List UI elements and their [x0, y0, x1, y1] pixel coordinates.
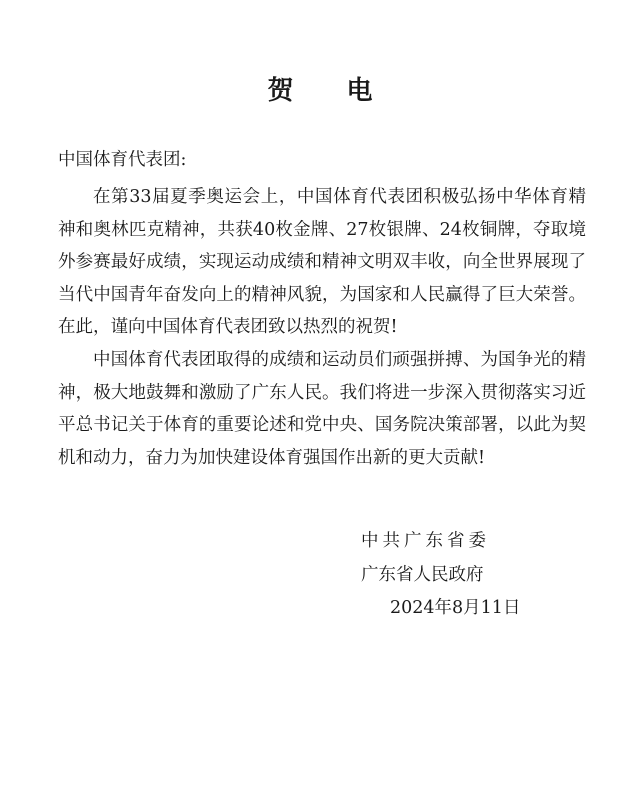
letter-date: 2024年8月11日 [390, 598, 521, 618]
letter-salutation: 中国体育代表团: [58, 150, 187, 170]
signatory-party-committee: 中共广东省委 [361, 531, 490, 551]
signatory-provincial-government: 广东省人民政府 [361, 565, 484, 585]
letter-body [58, 181, 586, 474]
body-paragraph-1: 在第33届夏季奥运会上，中国体育代表团积极弘扬中华体育精神和奥林匹克精神，共获40枚金牌、27枚银牌、24枚铜牌，夺取境外参赛最好成绩，实现运动成绩和精神文明双丰收，向全世界展现了当代中国青年奋发向上的精神风貌，为国家和人民赢得了巨大荣誉。在此，谨向中国体育代表团致以热烈的祝贺! [58, 187, 586, 338]
letter-title: 贺 电 [267, 76, 395, 106]
body-paragraph-2: 中国体育代表团取得的成绩和运动员们顽强拼搏、为国争光的精神，极大地鼓舞和激励了广东人民。我们将进一步深入贯彻落实习近平总书记关于体育的重要论述和党中央、国务院决策部署，以此为契机和动力，奋力为加快建设体育强国作出新的更大贡献! [58, 349, 586, 468]
